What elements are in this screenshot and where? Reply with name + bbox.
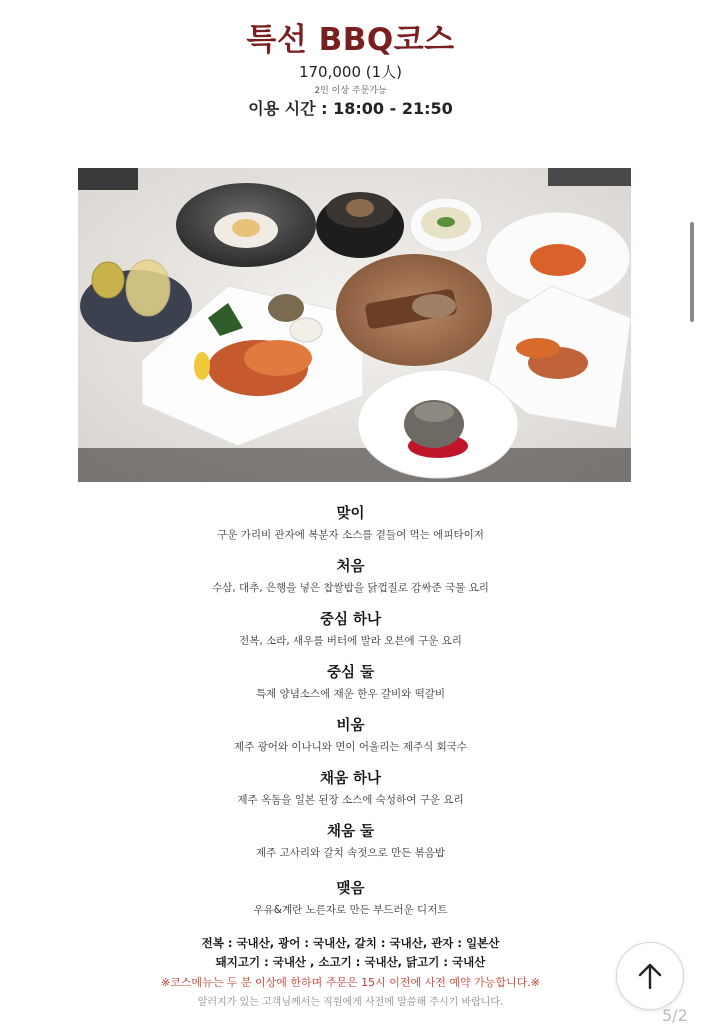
- course-name: 처음: [336, 559, 365, 575]
- course-item: [0, 611, 701, 648]
- reservation-notice: ※코스메뉴는 두 분 이상에 한하며 주문은 15시 이전에 사전 예약 가능합니다.※: [160, 976, 541, 989]
- course-description: 제주 광어와 이나니와 면이 어울리는 제주식 회국수: [233, 741, 468, 753]
- course-item: [0, 823, 701, 860]
- course-description: 구운 가리비 관자에 복분자 소스를 곁들여 먹는 에피타이저: [217, 529, 484, 541]
- course-item: [0, 717, 701, 754]
- course-item: [0, 664, 701, 701]
- course-item: [0, 770, 701, 807]
- course-item: [0, 558, 701, 595]
- course-description: 수삼, 대추, 은행을 넣은 찹쌀밥을 닭껍질로 감싸준 국물 요리: [212, 582, 489, 594]
- course-name: 채움 둘: [326, 824, 375, 840]
- page-indicator: 5/2: [662, 1006, 688, 1025]
- course-description: 제주 고사리와 갈치 속젓으로 만든 볶음밥: [255, 847, 446, 859]
- course-name: 맺음: [336, 881, 365, 897]
- arrow-up-icon: [637, 962, 663, 990]
- course-item: [0, 505, 701, 542]
- origin-info-line2: 돼지고기 : 국내산 , 소고기 : 국내산, 닭고기 : 국내산: [215, 955, 486, 969]
- food-photo: [78, 168, 631, 482]
- course-description: 전복, 소라, 새우를 버터에 발라 오븐에 구운 요리: [239, 635, 462, 647]
- course-description: 특제 양념소스에 재운 한우 갈비와 떡갈비: [255, 688, 446, 700]
- course-price: 170,000 (1人): [298, 63, 403, 81]
- course-name: 비움: [336, 718, 365, 734]
- course-item: [0, 880, 701, 917]
- scrollbar-thumb[interactable]: [690, 222, 694, 322]
- course-name: 채움 하나: [319, 771, 382, 787]
- scroll-to-top-button[interactable]: [616, 942, 684, 1010]
- course-title: 특선 BBQ코스: [246, 22, 455, 58]
- food-photo-illustration: [78, 168, 631, 482]
- service-hours: 이용 시간 : 18:00 - 21:50: [248, 99, 453, 118]
- course-name: 중심 둘: [326, 665, 375, 681]
- origin-info-line1: 전복 : 국내산, 광어 : 국내산, 갈치 : 국내산, 관자 : 일본산: [201, 936, 500, 950]
- course-name: 맞이: [336, 506, 365, 522]
- course-description: 제주 옥돔을 일본 된장 소스에 숙성하여 구운 요리: [237, 794, 464, 806]
- allergy-notice: 알러지가 있는 고객님께서는 직원에게 사전에 말씀해 주시기 바랍니다.: [197, 997, 504, 1008]
- course-description: 우유&계란 노른자로 만든 부드러운 디저트: [253, 904, 448, 916]
- min-order-note: 2인 이상 주문가능: [314, 86, 387, 96]
- course-name: 중심 하나: [319, 612, 382, 628]
